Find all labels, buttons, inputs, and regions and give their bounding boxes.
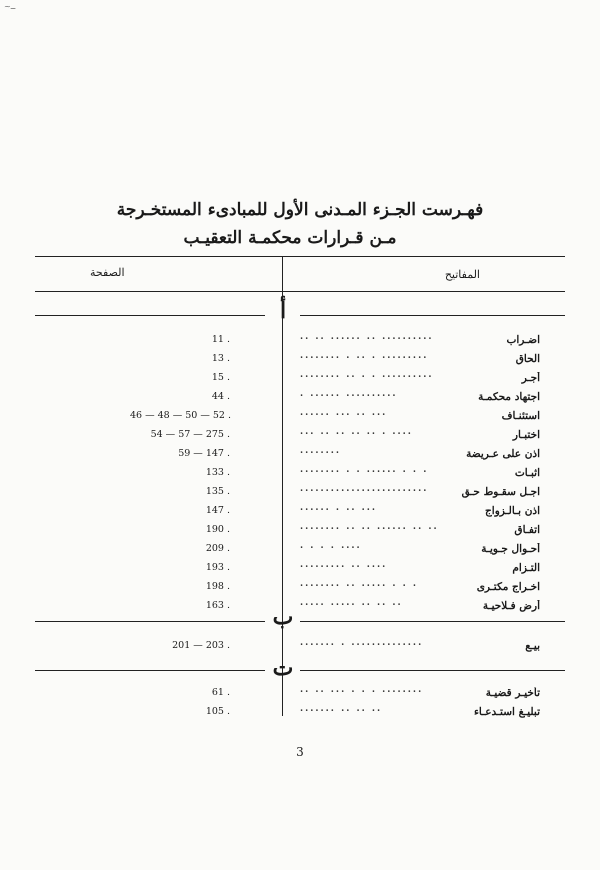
leader-dots: ........ . . . ... .. .. — [300, 687, 424, 695]
section-rule — [300, 670, 565, 671]
entry-term: اجـل سقـوط حـق — [461, 486, 540, 498]
leader-dots: .......... .. ...... .. .. — [300, 334, 434, 342]
index-entry — [300, 562, 540, 578]
entry-pages: 46 — 48 — 50 — 52 . — [130, 410, 232, 421]
entry-term: اجتهاد محكمـة — [478, 391, 540, 403]
entry-term: الحاق — [515, 353, 540, 365]
leader-dots: .. .. .. ....... — [300, 706, 383, 714]
entry-pages: 59 — 147 . — [178, 448, 230, 459]
index-entry — [300, 429, 540, 445]
entry-term: اختبـار — [512, 429, 540, 441]
leader-dots: .... . . . . — [300, 543, 362, 551]
entry-term: بيـع — [525, 640, 540, 652]
leader-dots: . . . ..... .. ........ — [300, 581, 419, 589]
leader-dots: .......... ...... . — [300, 391, 398, 399]
index-entry — [300, 640, 540, 656]
entry-term: اتفـاق — [514, 524, 540, 536]
entry-term: أحـوال جـويـة — [481, 543, 540, 555]
leader-dots: .............. . ....... — [300, 640, 424, 648]
index-entry — [300, 687, 540, 703]
entry-pages: 147 . — [205, 505, 230, 516]
index-subtitle: مـن قـرارات محكمـة التعقيـب — [183, 228, 397, 248]
entry-pages: 13 . — [211, 353, 230, 364]
leader-dots: .......... . . .. ........ — [300, 372, 434, 380]
leader-dots: ... .. . ...... — [300, 505, 377, 513]
entry-pages: 135 . — [205, 486, 230, 497]
entry-pages: 133 . — [205, 467, 230, 478]
section-letter: ب — [272, 604, 294, 630]
section-rule — [35, 621, 265, 622]
entry-term: استئنـاف — [501, 410, 540, 422]
index-entry — [300, 353, 540, 369]
entry-term: أرض فـلاحيـة — [482, 600, 540, 612]
leader-dots: ... .. ... ...... — [300, 410, 388, 418]
entry-term: اذن على عـريضة — [466, 448, 540, 460]
entry-term: التـزام — [512, 562, 540, 574]
corner-mark: ~ــ — [4, 2, 16, 11]
index-entry — [300, 524, 540, 540]
page-column-header: الصفحة — [90, 266, 125, 279]
index-entry — [300, 334, 540, 350]
entry-term: اضـراب — [506, 334, 540, 346]
index-entry — [300, 410, 540, 426]
index-entry — [300, 486, 540, 502]
entry-term: اخـراج مكتـرى — [476, 581, 540, 593]
index-entry — [300, 448, 540, 464]
leader-dots: ........ — [300, 448, 342, 456]
entry-pages: 201 — 203 . — [172, 640, 230, 651]
section-rule — [35, 315, 265, 316]
leader-dots: .... .. ......... — [300, 562, 388, 570]
entry-term: اذن بـالـزواج — [485, 505, 540, 517]
leader-dots: .. .. ...... .. .. ........ — [300, 524, 439, 532]
header-bottom-rule — [35, 291, 565, 292]
index-entry — [300, 600, 540, 616]
index-entry — [300, 505, 540, 521]
index-entry — [300, 467, 540, 483]
leader-dots: . . . ...... . . ........ — [300, 467, 429, 475]
entry-pages: 209 . — [205, 543, 230, 554]
section-rule — [35, 670, 265, 671]
entry-pages: 11 . — [211, 334, 230, 345]
section-rule — [300, 621, 565, 622]
entry-term: تبليـغ استـدعـاء — [473, 706, 540, 718]
leader-dots: ......... . .. . ........ — [300, 353, 429, 361]
index-entry — [300, 372, 540, 388]
header-top-rule — [35, 256, 565, 257]
column-divider — [282, 256, 283, 716]
entry-pages: 61 . — [211, 687, 230, 698]
entry-pages: 15 . — [211, 372, 230, 383]
leader-dots: ......................... — [300, 486, 429, 494]
entry-term: اثبـات — [514, 467, 540, 479]
section-letter: أ — [279, 298, 287, 324]
page-number: 3 — [296, 745, 304, 759]
index-entry — [300, 706, 540, 722]
entry-pages: 44 . — [211, 391, 230, 402]
entry-pages: 105 . — [205, 706, 230, 717]
index-entry — [300, 543, 540, 559]
section-rule — [300, 315, 565, 316]
entry-pages: 54 — 57 — 275 . — [150, 429, 230, 440]
entry-pages: 193 . — [205, 562, 230, 573]
entry-pages: 163 . — [205, 600, 230, 611]
index-entry — [300, 581, 540, 597]
entry-term: أجـر — [521, 372, 540, 384]
entry-pages: 198 . — [205, 581, 230, 592]
entry-term: تأخيـر قضيـة — [485, 687, 540, 699]
index-title: فهـرست الجـزء المـدنى الأول للمبادىء المستخـرجة — [116, 200, 484, 220]
index-entry — [300, 391, 540, 407]
entry-pages: 190 . — [205, 524, 230, 535]
leader-dots: .... . .. .. .. .. ... — [300, 429, 413, 437]
keys-column-header: المفاتيح — [444, 268, 480, 281]
section-letter: ت — [272, 655, 294, 681]
leader-dots: .. .. .. ..... ..... — [300, 600, 403, 608]
